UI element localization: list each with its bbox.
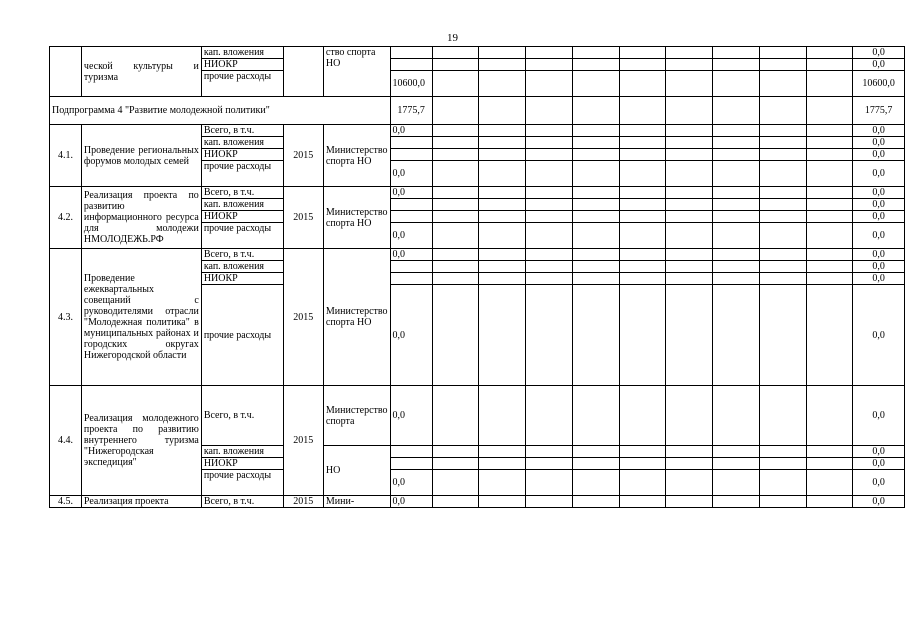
table-row [50, 47, 905, 59]
empty-cell [479, 71, 526, 97]
empty-cell [572, 496, 619, 508]
value-2015 [390, 137, 432, 149]
empty-cell [572, 161, 619, 187]
cost-type: НИОКР [201, 458, 283, 470]
measure-name: Проведение ежеквартальных совещаний с руководителями отрасли "Молодежная политика" в муниципальных районах и городских округах Нижегородской области [81, 249, 201, 386]
empty-cell [806, 446, 853, 458]
empty-cell [759, 187, 806, 199]
empty-cell [713, 149, 760, 161]
empty-cell [526, 458, 573, 470]
value-2015 [390, 261, 432, 273]
empty-cell [526, 446, 573, 458]
total-value: 0,0 [853, 187, 905, 199]
total-value: 0,0 [853, 161, 905, 187]
empty-cell [432, 149, 479, 161]
empty-cell [572, 470, 619, 496]
measure-name: Реализация проекта [81, 496, 201, 508]
empty-cell [713, 137, 760, 149]
empty-cell [432, 261, 479, 273]
empty-cell [619, 261, 666, 273]
table-row [50, 125, 905, 137]
value-2015 [390, 199, 432, 211]
empty-cell [432, 446, 479, 458]
year: 2015 [283, 187, 323, 249]
empty-cell [666, 458, 713, 470]
empty-cell [572, 386, 619, 446]
total-value: 0,0 [853, 249, 905, 261]
empty-cell [526, 273, 573, 285]
empty-cell [432, 97, 479, 125]
empty-cell [806, 496, 853, 508]
empty-cell [666, 137, 713, 149]
empty-cell [713, 249, 760, 261]
measure-name: ческой культуры и туризма [81, 47, 201, 97]
empty-cell [666, 211, 713, 223]
empty-cell [619, 149, 666, 161]
cost-type: кап. вложения [201, 47, 283, 59]
total-value: 0,0 [853, 137, 905, 149]
empty-cell [759, 285, 806, 386]
empty-cell [759, 496, 806, 508]
empty-cell [713, 59, 760, 71]
value-2015: 0,0 [390, 125, 432, 137]
table-row [50, 496, 905, 508]
empty-cell [432, 223, 479, 249]
empty-cell [713, 125, 760, 137]
empty-cell [619, 249, 666, 261]
empty-cell [619, 137, 666, 149]
empty-cell [806, 285, 853, 386]
empty-cell [666, 161, 713, 187]
empty-cell [666, 273, 713, 285]
empty-cell [432, 137, 479, 149]
empty-cell [572, 71, 619, 97]
empty-cell [759, 125, 806, 137]
empty-cell [619, 446, 666, 458]
empty-cell [619, 187, 666, 199]
empty-cell [572, 187, 619, 199]
empty-cell [713, 47, 760, 59]
empty-cell [806, 97, 853, 125]
empty-cell [619, 59, 666, 71]
empty-cell [713, 211, 760, 223]
measure-name: Реализация молодежного проекта по развитию внутреннего туризма "Нижегородская экспедиция" [81, 386, 201, 496]
empty-cell [806, 261, 853, 273]
empty-cell [619, 223, 666, 249]
cost-type: НИОКР [201, 211, 283, 223]
value-2015: 0,0 [390, 386, 432, 446]
empty-cell [572, 199, 619, 211]
empty-cell [713, 273, 760, 285]
empty-cell [713, 285, 760, 386]
empty-cell [806, 458, 853, 470]
total-value: 0,0 [853, 446, 905, 458]
empty-cell [759, 223, 806, 249]
empty-cell [479, 458, 526, 470]
empty-cell [713, 161, 760, 187]
empty-cell [619, 496, 666, 508]
empty-cell [759, 97, 806, 125]
empty-cell [619, 199, 666, 211]
empty-cell [806, 125, 853, 137]
empty-cell [432, 211, 479, 223]
empty-cell [432, 71, 479, 97]
empty-cell [526, 47, 573, 59]
empty-cell [759, 458, 806, 470]
empty-cell [479, 386, 526, 446]
empty-cell [713, 97, 760, 125]
empty-cell [759, 71, 806, 97]
empty-cell [806, 223, 853, 249]
empty-cell [759, 149, 806, 161]
empty-cell [666, 149, 713, 161]
total-value: 1775,7 [853, 97, 905, 125]
empty-cell [572, 137, 619, 149]
empty-cell [526, 161, 573, 187]
empty-cell [619, 125, 666, 137]
value-2015 [390, 149, 432, 161]
empty-cell [479, 496, 526, 508]
empty-cell [666, 249, 713, 261]
empty-cell [432, 285, 479, 386]
empty-cell [666, 71, 713, 97]
value-2015: 0,0 [390, 470, 432, 496]
empty-cell [619, 47, 666, 59]
cost-type: прочие расходы [201, 285, 283, 386]
empty-cell [713, 458, 760, 470]
empty-cell [479, 137, 526, 149]
cost-type: кап. вложения [201, 137, 283, 149]
ministry: ство спорта НО [323, 47, 390, 97]
empty-cell [759, 137, 806, 149]
empty-cell [479, 161, 526, 187]
empty-cell [526, 223, 573, 249]
empty-cell [806, 273, 853, 285]
value-2015: 0,0 [390, 496, 432, 508]
total-value: 0,0 [853, 125, 905, 137]
cost-type: кап. вложения [201, 446, 283, 458]
empty-cell [526, 125, 573, 137]
empty-cell [526, 97, 573, 125]
empty-cell [572, 97, 619, 125]
empty-cell [713, 261, 760, 273]
year: 2015 [283, 249, 323, 386]
empty-cell [713, 187, 760, 199]
empty-cell [666, 446, 713, 458]
year: 2015 [283, 386, 323, 496]
empty-cell [759, 161, 806, 187]
total-value: 0,0 [853, 458, 905, 470]
empty-cell [759, 470, 806, 496]
empty-cell [572, 47, 619, 59]
value-2015: 0,0 [390, 285, 432, 386]
empty-cell [806, 211, 853, 223]
ministry: Мини- [323, 496, 390, 508]
empty-cell [666, 59, 713, 71]
empty-cell [713, 199, 760, 211]
empty-cell [619, 97, 666, 125]
empty-cell [759, 59, 806, 71]
empty-cell [432, 187, 479, 199]
table-row [50, 187, 905, 199]
cost-type: Всего, в т.ч. [201, 187, 283, 199]
empty-cell [479, 261, 526, 273]
empty-cell [479, 211, 526, 223]
empty-cell [526, 149, 573, 161]
empty-cell [479, 47, 526, 59]
value-2015 [390, 458, 432, 470]
empty-cell [479, 97, 526, 125]
cost-type: прочие расходы [201, 223, 283, 249]
empty-cell [619, 470, 666, 496]
empty-cell [432, 470, 479, 496]
value-2015: 0,0 [390, 249, 432, 261]
item-number: 4.2. [50, 187, 82, 249]
empty-cell [526, 211, 573, 223]
measure-name: Проведение региональных форумов молодых семей [81, 125, 201, 187]
empty-cell [432, 458, 479, 470]
empty-cell [283, 47, 323, 97]
empty-cell [806, 187, 853, 199]
empty-cell [572, 446, 619, 458]
empty-cell [759, 249, 806, 261]
empty-cell [432, 161, 479, 187]
total-value: 0,0 [853, 59, 905, 71]
cost-type: Всего, в т.ч. [201, 125, 283, 137]
empty-cell [572, 211, 619, 223]
cost-type: прочие расходы [201, 71, 283, 97]
subprogram-title: Подпрограмма 4 "Развитие молодежной политики" [50, 97, 391, 125]
empty-cell [432, 249, 479, 261]
value-2015 [390, 59, 432, 71]
empty-cell [713, 71, 760, 97]
cost-type: прочие расходы [201, 470, 283, 496]
empty-cell [666, 386, 713, 446]
total-value: 0,0 [853, 285, 905, 386]
empty-cell [713, 496, 760, 508]
total-value: 10600,0 [853, 71, 905, 97]
cost-type: Всего, в т.ч. [201, 496, 283, 508]
budget-table [49, 46, 905, 508]
empty-cell [619, 161, 666, 187]
empty-cell [759, 273, 806, 285]
empty-cell [759, 261, 806, 273]
empty-cell [526, 71, 573, 97]
empty-cell [666, 125, 713, 137]
empty-cell [666, 285, 713, 386]
table-row [50, 386, 905, 446]
cost-type: Всего, в т.ч. [201, 249, 283, 261]
empty-cell [619, 71, 666, 97]
empty-cell [806, 71, 853, 97]
empty-cell [526, 496, 573, 508]
page-number: 19 [447, 32, 458, 44]
cost-type: НИОКР [201, 59, 283, 71]
empty-cell [619, 458, 666, 470]
empty-cell [526, 470, 573, 496]
ministry: Министерство спорта НО [323, 187, 390, 249]
empty-cell [432, 386, 479, 446]
empty-cell [713, 223, 760, 249]
empty-cell [806, 199, 853, 211]
empty-cell [759, 199, 806, 211]
empty-cell [432, 125, 479, 137]
empty-cell [759, 47, 806, 59]
empty-cell [432, 273, 479, 285]
empty-cell [619, 273, 666, 285]
empty-cell [572, 59, 619, 71]
total-value: 0,0 [853, 47, 905, 59]
value-2015: 10600,0 [390, 71, 432, 97]
item-number: 4.3. [50, 249, 82, 386]
total-value: 0,0 [853, 470, 905, 496]
empty-cell [713, 470, 760, 496]
total-value: 0,0 [853, 149, 905, 161]
subprogram-row [50, 97, 905, 125]
empty-cell [50, 47, 82, 97]
empty-cell [526, 187, 573, 199]
value-2015: 0,0 [390, 161, 432, 187]
cost-type: НИОКР [201, 149, 283, 161]
ministry: Министерство спорта [323, 386, 390, 446]
empty-cell [479, 59, 526, 71]
value-2015 [390, 47, 432, 59]
empty-cell [666, 97, 713, 125]
empty-cell [572, 125, 619, 137]
item-number: 4.4. [50, 386, 82, 496]
empty-cell [572, 285, 619, 386]
cost-type: кап. вложения [201, 261, 283, 273]
value-2015 [390, 446, 432, 458]
empty-cell [666, 470, 713, 496]
cost-type: прочие расходы [201, 161, 283, 187]
value-2015 [390, 273, 432, 285]
cost-type: кап. вложения [201, 199, 283, 211]
empty-cell [479, 125, 526, 137]
item-number: 4.1. [50, 125, 82, 187]
empty-cell [806, 137, 853, 149]
empty-cell [479, 223, 526, 249]
empty-cell [806, 59, 853, 71]
empty-cell [479, 199, 526, 211]
cost-type: НИОКР [201, 273, 283, 285]
total-value: 0,0 [853, 496, 905, 508]
empty-cell [479, 249, 526, 261]
empty-cell [572, 261, 619, 273]
empty-cell [806, 47, 853, 59]
empty-cell [619, 285, 666, 386]
value-2015: 0,0 [390, 223, 432, 249]
empty-cell [759, 386, 806, 446]
empty-cell [432, 496, 479, 508]
empty-cell [479, 273, 526, 285]
empty-cell [666, 496, 713, 508]
empty-cell [619, 211, 666, 223]
empty-cell [526, 285, 573, 386]
empty-cell [806, 249, 853, 261]
empty-cell [526, 261, 573, 273]
total-value: 0,0 [853, 386, 905, 446]
empty-cell [526, 249, 573, 261]
total-value: 0,0 [853, 199, 905, 211]
total-value: 0,0 [853, 211, 905, 223]
empty-cell [713, 386, 760, 446]
total-value: 0,0 [853, 223, 905, 249]
value-2015 [390, 211, 432, 223]
ministry: Министерство спорта НО [323, 249, 390, 386]
empty-cell [526, 386, 573, 446]
empty-cell [572, 249, 619, 261]
empty-cell [479, 285, 526, 386]
empty-cell [432, 199, 479, 211]
empty-cell [432, 59, 479, 71]
empty-cell [666, 47, 713, 59]
empty-cell [713, 446, 760, 458]
empty-cell [759, 446, 806, 458]
empty-cell [619, 386, 666, 446]
empty-cell [432, 47, 479, 59]
value-2015: 1775,7 [390, 97, 432, 125]
empty-cell [806, 149, 853, 161]
empty-cell [806, 470, 853, 496]
empty-cell [479, 446, 526, 458]
ministry: Министерство спорта НО [323, 125, 390, 187]
empty-cell [572, 223, 619, 249]
empty-cell [479, 187, 526, 199]
measure-name: Реализация проекта по развитию информационного ресурса для молодежи НМОЛОДЕЖЬ.РФ [81, 187, 201, 249]
empty-cell [759, 211, 806, 223]
empty-cell [666, 223, 713, 249]
empty-cell [572, 273, 619, 285]
empty-cell [572, 458, 619, 470]
empty-cell [526, 199, 573, 211]
table-row [50, 249, 905, 261]
ministry: НО [323, 446, 390, 496]
empty-cell [572, 149, 619, 161]
empty-cell [806, 161, 853, 187]
empty-cell [666, 187, 713, 199]
year: 2015 [283, 125, 323, 187]
empty-cell [806, 386, 853, 446]
empty-cell [526, 59, 573, 71]
empty-cell [666, 261, 713, 273]
empty-cell [479, 470, 526, 496]
year: 2015 [283, 496, 323, 508]
total-value: 0,0 [853, 273, 905, 285]
empty-cell [666, 199, 713, 211]
item-number: 4.5. [50, 496, 82, 508]
empty-cell [526, 137, 573, 149]
cost-type: Всего, в т.ч. [201, 386, 283, 446]
value-2015: 0,0 [390, 187, 432, 199]
empty-cell [479, 149, 526, 161]
total-value: 0,0 [853, 261, 905, 273]
